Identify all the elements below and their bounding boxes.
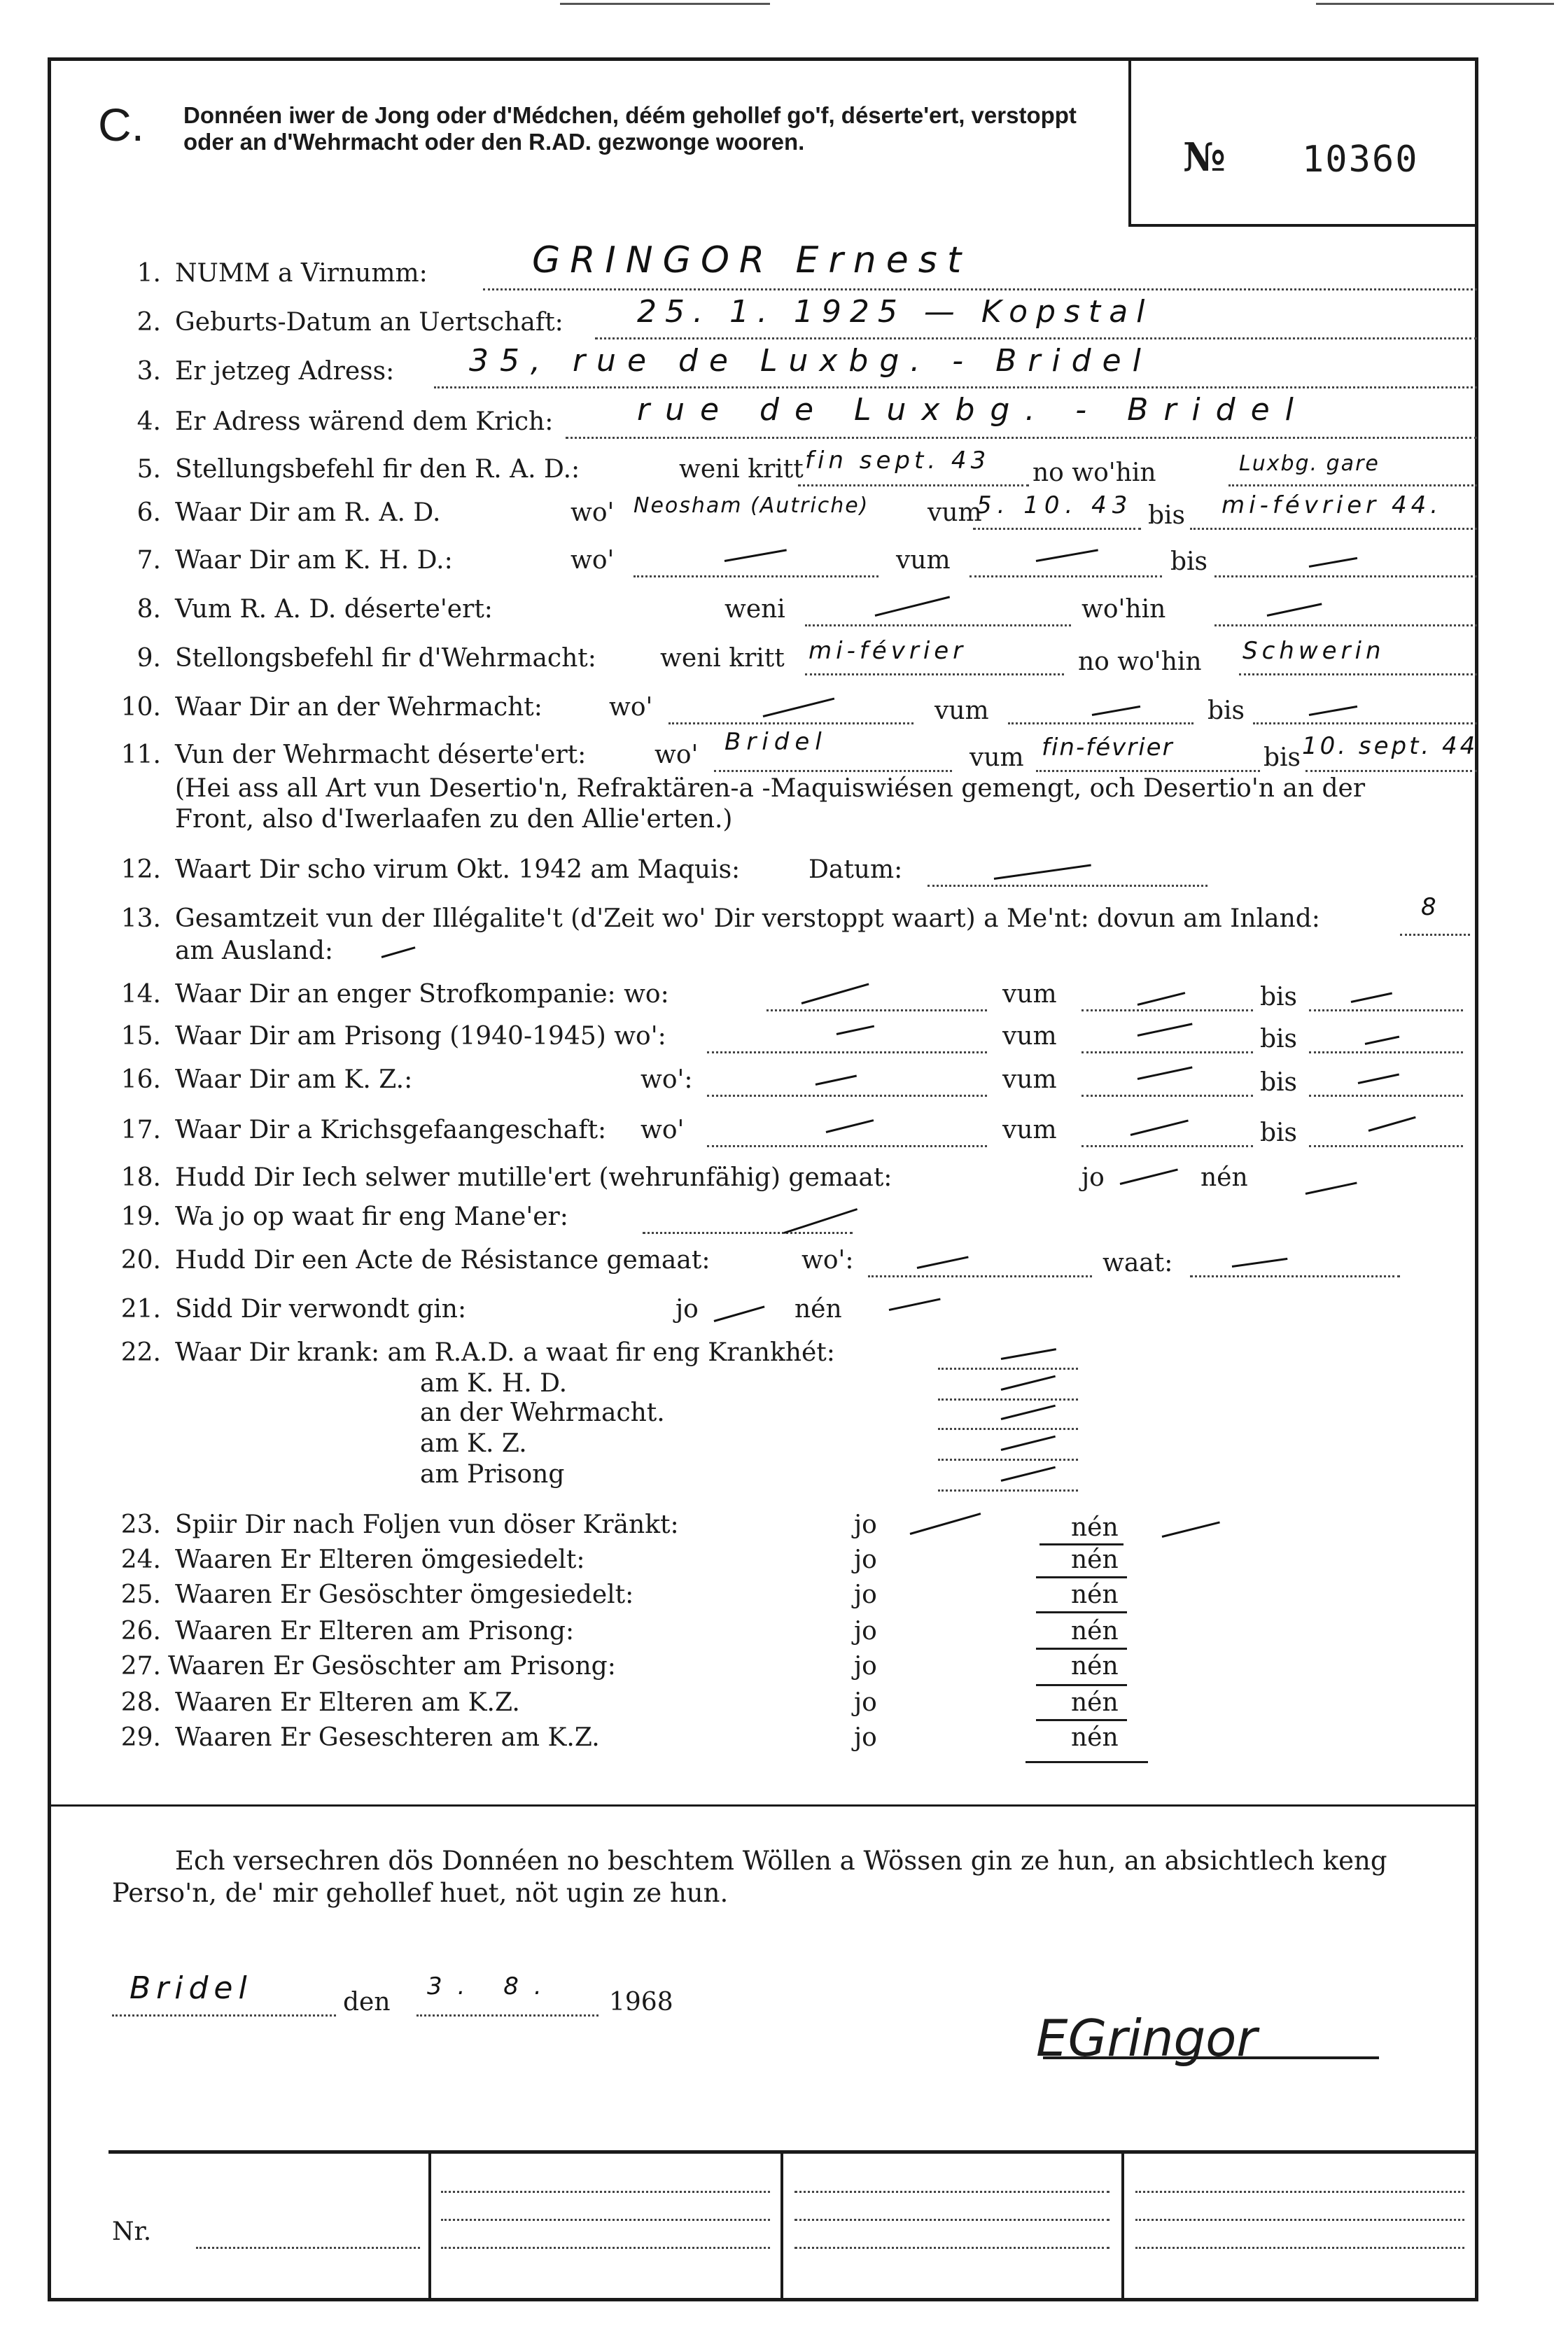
row-7-label: Waar Dir am K. H. D.: — [175, 546, 453, 575]
row-16-label: Waar Dir am K. Z.: — [175, 1065, 413, 1094]
row-25-nen-label: nén — [1071, 1580, 1119, 1609]
row-10-wo-line — [668, 722, 913, 724]
section-letter: C. — [98, 99, 144, 150]
row-26-label: Waaren Er Elteren am Prisong: — [175, 1617, 575, 1646]
row-26-underline — [1036, 1611, 1127, 1613]
row-19-label: Wa jo op waat fir eng Mane'er: — [175, 1202, 568, 1231]
row-9-weni-value: mi-février — [808, 637, 967, 665]
row-4-label: Er Adress wärend dem Krich: — [175, 407, 554, 436]
row-5-weni-line — [798, 484, 1029, 486]
row-17-label: Waar Dir a Krichsgefaangeschaft: — [175, 1116, 607, 1144]
row-6-label: Waar Dir am R. A. D. — [175, 498, 441, 527]
signing-place: Bridel — [130, 1970, 253, 2006]
row-14-bis-line — [1309, 1009, 1463, 1011]
row-16-bis-label: bis — [1260, 1068, 1298, 1097]
row-13-ausland-label: am Ausland: — [175, 937, 334, 965]
row-24-number: 24. — [120, 1545, 161, 1574]
row-14-vum-line — [1082, 1009, 1253, 1011]
row-5-weni-value: fin sept. 43 — [805, 447, 990, 475]
row-9-wohin-label: no wo'hin — [1078, 647, 1202, 676]
row-22-number: 22. — [120, 1338, 161, 1367]
row-18-number: 18. — [120, 1163, 161, 1192]
row-25-number: 25. — [120, 1580, 161, 1609]
row-11-note-line-2: Front, also d'Iwerlaafen zu den Allie'erten.) — [175, 805, 733, 834]
row-17-vum-label: vum — [1002, 1116, 1057, 1144]
footer-dots-b2 — [794, 2219, 1110, 2221]
row-23-nen-label: nén — [1071, 1513, 1119, 1542]
row-22-line-2 — [938, 1428, 1078, 1430]
row-15-bis-label: bis — [1260, 1025, 1298, 1053]
footer-dots-c3 — [1135, 2247, 1464, 2249]
row-26-number: 26. — [120, 1617, 161, 1646]
row-1-number: 1. — [136, 259, 161, 288]
row-17-wo-line — [707, 1145, 987, 1147]
row-15-bis-line — [1309, 1051, 1463, 1053]
row-22-sub-wehrmacht: an der Wehrmacht. — [420, 1398, 665, 1427]
row-16-vum-line — [1082, 1095, 1253, 1097]
top-mark-right — [1316, 3, 1554, 5]
footer-dots-a1 — [441, 2191, 770, 2193]
row-7-number: 7. — [136, 546, 161, 575]
signing-date: 3. 8. — [427, 1972, 557, 2000]
row-14-label: Waar Dir an enger Strofkompanie: wo: — [175, 980, 669, 1009]
row-16-wo-line — [707, 1095, 987, 1097]
row-18-jo-label: jo — [1082, 1163, 1105, 1192]
row-5-label: Stellungsbefehl fir den R. A. D.: — [175, 455, 580, 484]
row-22-sub-khd: am K. H. D. — [420, 1369, 568, 1398]
row-27-underline — [1036, 1648, 1127, 1650]
row-28-number: 28. — [120, 1688, 161, 1717]
row-13-inland-line — [1400, 934, 1470, 936]
row-25-jo-label: jo — [854, 1580, 877, 1609]
row-17-wo-label: wo' — [640, 1116, 685, 1144]
footer-dots-b1 — [794, 2191, 1110, 2193]
row-13-number: 13. — [120, 904, 161, 933]
row-21-nen-label: nén — [794, 1295, 842, 1324]
row-11-wo-label: wo' — [654, 741, 699, 769]
row-15-vum-label: vum — [1002, 1022, 1057, 1051]
signature-stroke — [1043, 2056, 1379, 2059]
row-6-wo-value: Neosham (Autriche) — [634, 493, 869, 518]
row-2-line — [595, 337, 1477, 339]
row-10-wo-label: wo' — [609, 693, 653, 722]
row-14-wo-line — [766, 1009, 987, 1011]
form-title: Donnéen iwer de Jong oder d'Médchen, déém gehollef go'f, déserte'ert, verstoppt oder an d'Wehrmacht oder den R.AD. gezwonge wooren. — [183, 102, 1077, 155]
top-mark-left — [560, 3, 770, 5]
row-20-waat-line — [1190, 1275, 1400, 1277]
signing-place-line — [112, 2014, 336, 2017]
row-6-vum-label: vum — [927, 498, 982, 527]
row-2-value: 25. 1. 1925 — Kopstal — [637, 294, 1154, 330]
row-24-nen-label: nén — [1071, 1545, 1119, 1574]
signature: EGringor — [1036, 2009, 1257, 2068]
row-15-label: Waar Dir am Prisong (1940-1945) wo': — [175, 1022, 666, 1051]
row-10-vum-label: vum — [934, 696, 989, 725]
row-25-underline — [1036, 1576, 1127, 1578]
row-9-weni-label: weni kritt — [660, 644, 785, 673]
row-15-vum-line — [1082, 1051, 1253, 1053]
row-22-line-3 — [938, 1459, 1078, 1461]
row-16-bis-line — [1309, 1095, 1463, 1097]
footer-dots-a2 — [441, 2219, 770, 2221]
row-14-number: 14. — [120, 980, 161, 1009]
row-11-vum-label: vum — [969, 743, 1024, 772]
row-12-datum-line — [927, 885, 1208, 887]
row-24-label: Waaren Er Elteren ömgesiedelt: — [175, 1545, 585, 1574]
row-26-jo-label: jo — [854, 1617, 877, 1646]
row-22-line-0 — [938, 1368, 1078, 1370]
row-22-sub-kz: am K. Z. — [420, 1429, 527, 1458]
row-27-nen-label: nén — [1071, 1652, 1119, 1681]
row-28-jo-label: jo — [854, 1688, 877, 1717]
row-8-weni-line — [805, 624, 1071, 626]
row-6-bis-line — [1190, 528, 1477, 530]
row-6-bis-label: bis — [1148, 501, 1186, 530]
row-20-label: Hudd Dir een Acte de Résistance gemaat: — [175, 1246, 710, 1275]
row-6-vum-value: 5. 10. 43 — [976, 491, 1133, 519]
row-23-number: 23. — [120, 1510, 161, 1539]
footer-col-3 — [1121, 2150, 1124, 2300]
header-underline — [1128, 224, 1478, 227]
row-29-label: Waaren Er Geseschteren am K.Z. — [175, 1723, 600, 1752]
row-8-number: 8. — [136, 595, 161, 624]
row-19-line — [643, 1232, 853, 1234]
row-13-inland-value: 8 — [1421, 893, 1438, 921]
row-6-vum-line — [973, 528, 1141, 530]
row-9-number: 9. — [136, 644, 161, 673]
row-7-wo-line — [634, 575, 878, 577]
row-6-wo-label: wo' — [570, 498, 615, 527]
row-8-wohin-label: wo'hin — [1082, 595, 1166, 624]
footer-dots-c1 — [1135, 2191, 1464, 2193]
footer-dots-c2 — [1135, 2219, 1464, 2221]
footer-dots-b3 — [794, 2247, 1110, 2249]
row-3-line — [434, 386, 1477, 388]
row-5-wohin-value: Luxbg. gare — [1239, 451, 1380, 476]
declaration-separator — [50, 1804, 1476, 1807]
row-9-wohin-value: Schwerin — [1242, 637, 1385, 665]
row-9-wohin-line — [1239, 673, 1477, 675]
row-23-label: Spiir Dir nach Foljen vun döser Kränkt: — [175, 1510, 679, 1539]
row-16-wo-label: wo': — [640, 1065, 693, 1094]
row-24-jo-label: jo — [854, 1545, 877, 1574]
row-25-label: Waaren Er Gesöschter ömgesiedelt: — [175, 1580, 634, 1609]
row-16-vum-label: vum — [1002, 1065, 1057, 1094]
row-8-label: Vum R. A. D. déserte'ert: — [175, 595, 493, 624]
row-21-number: 21. — [120, 1295, 161, 1324]
row-10-vum-line — [1008, 722, 1194, 724]
row-12-datum-label: Datum: — [808, 855, 903, 884]
row-22-sub-prisong: am Prisong — [420, 1460, 565, 1489]
row-22-label: Waar Dir krank: am R.A.D. a waat fir eng Krankhét: — [175, 1338, 835, 1367]
footer-col-1 — [428, 2150, 431, 2300]
row-21-label: Sidd Dir verwondt gin: — [175, 1295, 467, 1324]
signing-date-line — [416, 2014, 598, 2017]
row-22-line-1 — [938, 1398, 1078, 1401]
row-19-number: 19. — [120, 1202, 161, 1231]
row-4-number: 4. — [136, 407, 161, 436]
footer-nr-line — [196, 2247, 420, 2249]
row-20-waat-label: waat: — [1102, 1249, 1173, 1277]
row-1-line — [483, 288, 1477, 290]
row-5-number: 5. — [136, 455, 161, 484]
row-9-label: Stellongsbefehl fir d'Wehrmacht: — [175, 644, 596, 673]
row-18-nen-label: nén — [1200, 1163, 1248, 1192]
row-10-number: 10. — [120, 693, 161, 722]
row-7-wo-label: wo' — [570, 546, 615, 575]
row-29-jo-label: jo — [854, 1723, 877, 1752]
declaration-text: Ech versechren dös Donnéen no beschtem Wöllen a Wössen gin ze hun, an absichtlech keng Perso'n, de' mir gehollef huet, nöt ugin ze hun. — [112, 1846, 1387, 1908]
row-14-vum-label: vum — [1002, 980, 1057, 1009]
row-5-wohin-label: no wo'hin — [1032, 458, 1156, 487]
row-29-nen-label: nén — [1071, 1723, 1119, 1752]
row-11-wo-line — [714, 770, 952, 772]
footer-nr-label: Nr. — [112, 2217, 152, 2246]
row-5-weni-label: weni kritt — [679, 455, 804, 484]
number-sign: № — [1183, 134, 1226, 181]
row-7-bis-label: bis — [1170, 547, 1208, 576]
row-8-wohin-line — [1214, 624, 1477, 626]
row-17-number: 17. — [120, 1116, 161, 1144]
row-7-vum-label: vum — [896, 546, 951, 575]
footer-dots-a3 — [441, 2247, 770, 2249]
row-11-bis-label: bis — [1264, 743, 1301, 772]
row-26-nen-label: nén — [1071, 1617, 1119, 1646]
row-28-underline — [1036, 1684, 1127, 1686]
row-3-value: 35, rue de Luxbg. - Bridel — [469, 343, 1152, 379]
row-23-jo-label: jo — [854, 1510, 877, 1539]
footer-col-2 — [780, 2150, 783, 2300]
signing-year: 1968 — [609, 1988, 673, 2017]
row-28-label: Waaren Er Elteren am K.Z. — [175, 1688, 520, 1717]
row-29-number: 29. — [120, 1723, 161, 1752]
row-5-wohin-line — [1228, 484, 1477, 486]
row-17-bis-label: bis — [1260, 1119, 1298, 1147]
row-4-line — [566, 437, 1477, 439]
row-12-label: Waart Dir scho virum Okt. 1942 am Maquis: — [175, 855, 741, 884]
row-11-bis-value: 10. sept. 44 — [1302, 732, 1478, 760]
row-7-bis-line — [1214, 575, 1477, 577]
row-7-vum-line — [969, 575, 1162, 577]
row-10-bis-label: bis — [1208, 696, 1245, 725]
row-29-underline-bottom — [1026, 1761, 1148, 1763]
row-14-bis-label: bis — [1260, 983, 1298, 1011]
row-11-vum-line — [1036, 770, 1260, 772]
row-15-number: 15. — [120, 1022, 161, 1051]
row-24-underline — [1040, 1543, 1124, 1545]
row-10-bis-line — [1253, 722, 1477, 724]
row-20-wo-label: wo': — [802, 1246, 854, 1275]
row-15-wo-line — [707, 1051, 987, 1053]
row-17-bis-line — [1309, 1145, 1463, 1147]
row-4-value: rue de Luxbg. - Bridel — [637, 392, 1309, 428]
row-27-jo-label: jo — [854, 1652, 877, 1681]
row-12-number: 12. — [120, 855, 161, 884]
row-9-weni-line — [805, 673, 1064, 675]
row-21-jo-label: jo — [676, 1295, 699, 1324]
signing-den-label: den — [343, 1988, 391, 2017]
row-6-number: 6. — [136, 498, 161, 527]
row-11-wo-value: Bridel — [724, 728, 827, 756]
footer-rule — [108, 2150, 1477, 2154]
row-6-bis-value: mi-février 44. — [1222, 491, 1443, 519]
row-11-note-line-1: (Hei ass all Art vun Desertio'n, Refraktären-a -Maquiswiésen gemengt, och Desertio'n an der — [175, 774, 1366, 803]
row-22-line-4 — [938, 1489, 1078, 1492]
row-10-label: Waar Dir an der Wehrmacht: — [175, 693, 542, 722]
row-27-label: Waaren Er Gesöschter am Prisong: — [168, 1652, 616, 1681]
row-17-vum-line — [1082, 1145, 1253, 1147]
row-8-weni-label: weni — [724, 595, 785, 624]
row-11-label: Vun der Wehrmacht déserte'ert: — [175, 741, 587, 769]
row-18-label: Hudd Dir Iech selwer mutille'ert (wehrunfähig) gemaat: — [175, 1163, 892, 1192]
row-13-label: Gesamtzeit vun der Illégalite't (d'Zeit wo' Dir verstoppt waart) a Me'nt: dovun am Inland: — [175, 904, 1320, 933]
row-11-number: 11. — [120, 741, 161, 769]
row-29-underline-top — [1036, 1719, 1127, 1721]
row-1-name-value: GRINGOR Ernest — [532, 239, 972, 281]
row-28-nen-label: nén — [1071, 1688, 1119, 1717]
row-20-wo-line — [868, 1275, 1092, 1277]
header-divider — [1128, 60, 1131, 225]
form-number: 10360 — [1302, 139, 1419, 181]
row-3-number: 3. — [136, 357, 161, 386]
row-16-number: 16. — [120, 1065, 161, 1094]
row-11-bis-line — [1306, 770, 1477, 772]
row-2-label: Geburts-Datum an Uertschaft: — [175, 308, 564, 337]
row-1-label: NUMM a Virnumm: — [175, 259, 428, 288]
row-20-number: 20. — [120, 1246, 161, 1275]
row-3-label: Er jetzeg Adress: — [175, 357, 395, 386]
row-27-number: 27. — [120, 1652, 161, 1681]
row-2-number: 2. — [136, 308, 161, 337]
row-11-vum-value: fin-février — [1042, 734, 1174, 762]
